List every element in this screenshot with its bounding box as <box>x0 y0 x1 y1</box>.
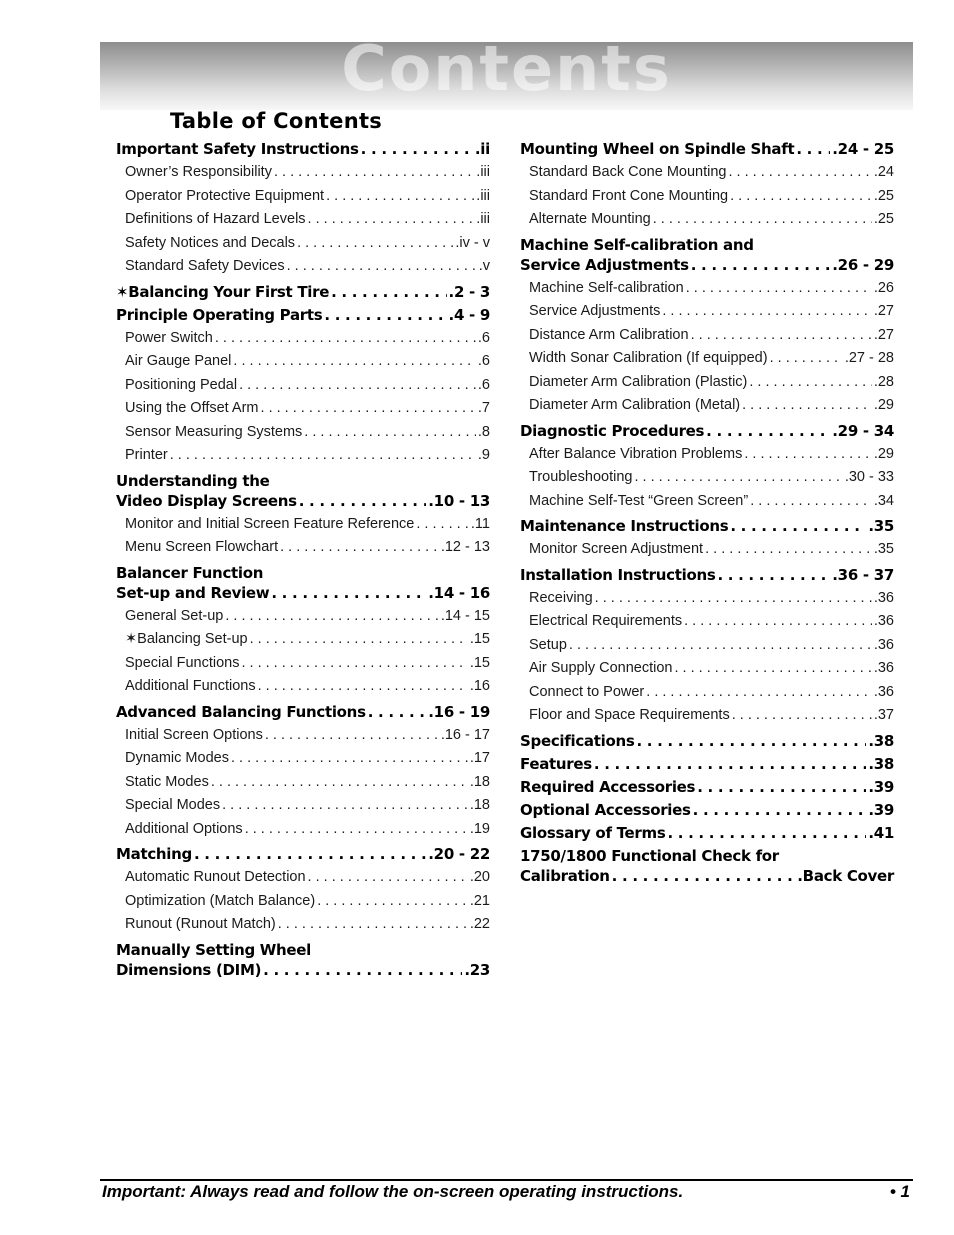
toc-subentry[interactable] <box>116 232 490 256</box>
dot-leader <box>245 818 468 842</box>
dot-leader <box>742 394 872 418</box>
toc-section-entry[interactable] <box>520 731 894 751</box>
toc-section-entry[interactable] <box>116 960 490 980</box>
dot-leader <box>368 702 427 722</box>
toc-subentry[interactable] <box>116 628 490 652</box>
toc-section-entry[interactable] <box>116 702 490 722</box>
toc-section-entry[interactable] <box>116 583 490 603</box>
dot-leader <box>287 255 477 279</box>
toc-subentry-title: Optimization (Match Balance) <box>125 892 316 909</box>
toc-page-ref: .39 <box>868 800 894 819</box>
toc-subentry[interactable] <box>520 587 894 611</box>
dot-leader <box>233 350 476 374</box>
dot-leader <box>732 704 872 728</box>
toc-section-entry[interactable] <box>520 823 894 843</box>
toc-subentry[interactable] <box>116 747 490 771</box>
toc-subentry-title: Additional Options <box>125 820 243 837</box>
toc-subentry-title: Printer <box>125 447 168 463</box>
toc-section-entry[interactable] <box>520 421 894 441</box>
toc-subentry[interactable] <box>520 208 894 232</box>
toc-section-entry[interactable] <box>520 866 894 886</box>
toc-subentry[interactable] <box>520 634 894 658</box>
toc-section-title: ✶Balancing Your First Tire <box>116 282 330 301</box>
toc-subentry-title: Width Sonar Calibration (If equipped) <box>529 350 768 366</box>
toc-subentry-title: Receiving <box>529 589 593 606</box>
toc-page-ref: .18 <box>469 773 490 790</box>
toc-page-ref: .36 <box>873 683 894 700</box>
toc-subentry-title: Using the Offset Arm <box>125 400 259 416</box>
toc-subentry-list <box>520 161 894 232</box>
toc-subentry-title: Troubleshooting <box>529 469 633 485</box>
toc-page-ref: .28 <box>873 373 894 390</box>
dot-leader <box>304 421 476 445</box>
toc-subentry-title: Menu Screen Flowchart <box>125 539 279 555</box>
toc-subentry[interactable] <box>116 771 490 795</box>
toc-page-ref: .6 <box>477 329 490 346</box>
dot-leader <box>280 536 439 560</box>
toc-subentry-title: ✶Balancing Set-up <box>125 631 248 647</box>
toc-subentry[interactable] <box>116 350 490 374</box>
dot-leader <box>595 587 872 611</box>
dot-leader <box>299 491 427 511</box>
toc-page-ref: .2 - 3 <box>448 282 490 301</box>
toc-subentry-list <box>116 327 490 468</box>
dot-leader <box>308 208 475 232</box>
toc-subentry-title: Runout (Runout Match) <box>125 916 276 932</box>
toc-page-ref: .27 <box>873 326 894 343</box>
dot-leader <box>697 777 866 797</box>
dot-leader <box>326 185 474 209</box>
toc-subentry[interactable] <box>520 704 894 728</box>
dot-leader <box>674 657 871 681</box>
toc-subentry[interactable] <box>116 374 490 398</box>
toc-page-ref: .36 <box>873 660 894 676</box>
toc-subentry[interactable] <box>520 161 894 185</box>
toc-page-ref: .6 <box>477 376 490 393</box>
dot-leader <box>612 866 796 886</box>
toc-subentry-list <box>520 443 894 514</box>
dot-leader <box>693 800 867 820</box>
toc-subentry-title: Sensor Measuring Systems <box>125 423 303 440</box>
toc-subentry[interactable] <box>116 208 490 232</box>
toc-subentry-list <box>520 277 894 418</box>
dot-leader <box>684 610 872 634</box>
toc-subentry[interactable] <box>116 421 490 445</box>
toc-subentry[interactable] <box>520 466 894 490</box>
toc-column-right <box>520 139 894 886</box>
toc-section-entry[interactable] <box>520 255 894 275</box>
toc-page-ref: .19 <box>469 820 490 837</box>
toc-section-title: Specifications <box>520 731 635 750</box>
dot-leader <box>271 583 426 603</box>
toc-page-ref: .41 <box>868 823 894 842</box>
toc-subentry[interactable] <box>520 681 894 705</box>
toc-page-ref: .17 <box>469 750 490 766</box>
toc-page-ref: .20 <box>469 869 490 885</box>
toc-subentry-title: Initial Screen Options <box>125 726 263 743</box>
dot-leader <box>667 823 866 843</box>
toc-section-title: Diagnostic Procedures <box>520 421 705 440</box>
toc-section-title: Required Accessories <box>520 777 696 796</box>
toc-subentry[interactable] <box>520 277 894 301</box>
dot-leader <box>225 605 438 629</box>
dot-leader <box>308 866 468 890</box>
contents-banner <box>100 42 913 110</box>
toc-subentry-title: Additional Functions <box>125 678 256 694</box>
toc-page-ref: .26 - 29 <box>832 255 894 274</box>
toc-page-ref: .29 <box>873 397 894 413</box>
dot-leader <box>331 282 446 302</box>
toc-page-ref: .35 <box>873 541 894 557</box>
dot-leader <box>796 139 830 159</box>
toc-page-ref: .iii <box>476 211 490 227</box>
toc-subentry[interactable] <box>520 324 894 348</box>
toc-page-ref: .39 <box>868 777 894 796</box>
toc-section-entry[interactable] <box>116 844 490 864</box>
toc-subentry[interactable] <box>116 161 490 185</box>
toc-page-ref: .36 <box>873 636 894 653</box>
toc-subentry-title: Dynamic Modes <box>125 750 229 766</box>
dot-leader <box>361 139 473 159</box>
dot-leader <box>278 913 468 937</box>
toc-page-ref: .24 - 25 <box>832 140 894 158</box>
dot-leader <box>265 724 439 748</box>
toc-subentry-title: Air Supply Connection <box>529 660 673 676</box>
toc-page-ref: .18 <box>469 797 490 813</box>
dot-leader <box>749 371 871 395</box>
toc-subentry-title: Power Switch <box>125 329 213 346</box>
toc-page-ref: .21 <box>469 892 490 909</box>
toc-section-title-line[interactable]: Machine Self-calibration and <box>520 235 754 254</box>
toc-subentry[interactable] <box>520 371 894 395</box>
dot-leader <box>729 161 872 185</box>
dot-leader <box>215 327 476 351</box>
toc-page-ref: .14 - 16 <box>428 583 490 602</box>
toc-page-ref: .27 - 28 <box>844 350 894 366</box>
toc-page-ref: .25 <box>873 187 894 204</box>
toc-page-ref: .6 <box>477 353 490 369</box>
toc-page-ref: .29 <box>873 445 894 462</box>
toc-section-entry[interactable] <box>116 305 490 325</box>
toc-subentry-title: Operator Protective Equipment <box>125 187 325 204</box>
toc-section-title-line[interactable]: Manually Setting Wheel <box>116 940 312 959</box>
dot-leader <box>263 960 462 980</box>
toc-section-title: Matching <box>116 845 192 863</box>
toc-page-ref: .8 <box>477 423 490 440</box>
toc-subentry-title: Electrical Requirements <box>529 613 683 629</box>
toc-section-entry[interactable] <box>116 139 490 159</box>
toc-subentry[interactable] <box>116 818 490 842</box>
dot-leader <box>686 277 872 301</box>
toc-subentry[interactable] <box>520 394 894 418</box>
toc-page-ref: .26 <box>873 279 894 296</box>
toc-page-ref: .10 - 13 <box>428 491 490 510</box>
toc-page-ref: .38 <box>868 731 894 750</box>
toc-subentry-title: Machine Self-calibration <box>529 279 684 296</box>
toc-subentry-title: Positioning Pedal <box>125 376 238 393</box>
toc-section-title: Principle Operating Parts <box>116 305 323 324</box>
toc-subentry[interactable] <box>116 724 490 748</box>
toc-subentry[interactable] <box>116 675 490 699</box>
dot-leader <box>594 754 866 774</box>
dot-leader <box>569 634 872 658</box>
toc-section-entry[interactable] <box>116 491 490 511</box>
toc-subentry-title: Setup <box>529 636 567 653</box>
dot-leader <box>258 675 468 699</box>
toc-subentry-list <box>116 161 490 279</box>
toc-subentry-title: Service Adjustments <box>529 303 661 319</box>
toc-page-ref: .iii <box>476 187 490 204</box>
toc-subentry[interactable] <box>116 444 490 468</box>
toc-page-ref: .16 - 19 <box>428 702 490 721</box>
toc-section-title: Maintenance Instructions <box>520 517 729 535</box>
footer-rule <box>100 1179 913 1181</box>
toc-page-ref: .35 <box>868 517 894 535</box>
toc-section-entry[interactable] <box>520 565 894 585</box>
dot-leader <box>324 305 446 325</box>
toc-subentry[interactable] <box>116 794 490 818</box>
dot-leader <box>662 300 871 324</box>
toc-subentry-title: Safety Notices and Decals <box>125 234 296 251</box>
dot-leader <box>646 681 872 705</box>
toc-section-title: Important Safety Instructions <box>116 140 359 158</box>
toc-page-ref: .9 <box>477 447 490 463</box>
toc-page-ref: .iii <box>476 164 490 180</box>
dot-leader <box>416 513 469 537</box>
toc-subentry[interactable] <box>116 866 490 890</box>
dot-leader <box>750 490 872 514</box>
toc-page-ref: .16 - 17 <box>440 726 490 743</box>
toc-page-ref: .Back Cover <box>797 866 894 885</box>
toc-page-ref: .16 <box>469 678 490 694</box>
toc-page-ref: .4 - 9 <box>448 305 490 324</box>
dot-leader <box>317 890 468 914</box>
dot-leader <box>211 771 468 795</box>
toc-section-title: Glossary of Terms <box>520 823 666 842</box>
toc-column-left <box>116 139 490 980</box>
toc-page-ref: .24 <box>873 164 894 180</box>
toc-subentry[interactable] <box>520 490 894 514</box>
dot-leader <box>231 747 468 771</box>
toc-page-ref: .11 <box>470 515 490 532</box>
toc-section-entry[interactable] <box>116 282 490 302</box>
toc-section-title-line[interactable]: Understanding the <box>116 471 270 490</box>
toc-subentry[interactable] <box>520 538 894 562</box>
dot-leader <box>717 565 830 585</box>
dot-leader <box>297 232 453 256</box>
toc-subentry-list <box>116 724 490 842</box>
toc-page-ref: .38 <box>868 754 894 773</box>
toc-subentry[interactable] <box>116 255 490 279</box>
toc-page-ref: .25 <box>873 211 894 227</box>
toc-subentry-title: Standard Back Cone Mounting <box>529 164 727 180</box>
toc-section-title: Set-up and Review <box>116 583 270 602</box>
toc-page-ref: .v <box>478 258 490 274</box>
toc-subentry[interactable] <box>116 536 490 560</box>
toc-subentry-title: Automatic Runout Detection <box>125 869 306 885</box>
toc-subentry-title: After Balance Vibration Problems <box>529 445 743 462</box>
toc-subentry[interactable] <box>116 913 490 937</box>
toc-subentry-title: Standard Front Cone Mounting <box>529 187 729 204</box>
toc-section-title: Calibration <box>520 866 610 885</box>
toc-subentry-title: Distance Arm Calibration <box>529 326 689 343</box>
dot-leader <box>691 255 831 275</box>
toc-subentry-title: Special Modes <box>125 797 221 813</box>
toc-section-title: Installation Instructions <box>520 565 716 584</box>
banner-title: Contents <box>341 42 672 105</box>
toc-page-ref: .ii <box>474 140 490 158</box>
dot-leader <box>250 628 468 652</box>
toc-page-ref: .36 <box>873 613 894 629</box>
toc-subentry-title: Diameter Arm Calibration (Plastic) <box>529 373 748 390</box>
toc-subentry[interactable] <box>116 397 490 421</box>
toc-subentry[interactable] <box>116 605 490 629</box>
dot-leader <box>241 652 467 676</box>
toc-page-ref: .20 - 22 <box>428 845 490 863</box>
toc-subentry-title: Standard Safety Devices <box>125 258 285 274</box>
toc-page-ref: .22 <box>469 916 490 932</box>
toc-page-ref: .14 - 15 <box>440 607 490 624</box>
toc-page-ref: .37 <box>873 707 894 723</box>
dot-leader <box>705 538 872 562</box>
toc-page-ref: .15 <box>469 631 490 647</box>
toc-subentry-list <box>116 513 490 560</box>
dot-leader <box>706 421 830 441</box>
dot-leader <box>636 731 866 751</box>
dot-leader <box>274 161 474 185</box>
toc-subentry[interactable] <box>116 513 490 537</box>
toc-page-ref: .7 <box>477 400 490 416</box>
toc-section-entry[interactable] <box>520 777 894 797</box>
toc-subentry[interactable] <box>116 327 490 351</box>
toc-subentry[interactable] <box>520 610 894 634</box>
dot-leader <box>222 794 468 818</box>
dot-leader <box>261 397 476 421</box>
page-number: • 1 <box>889 1182 910 1201</box>
toc-subentry-title: Floor and Space Requirements <box>529 707 730 723</box>
toc-subentry-list <box>116 605 490 699</box>
toc-subentry-title: Machine Self-Test “Green Screen” <box>529 492 749 509</box>
toc-subentry[interactable] <box>520 185 894 209</box>
toc-section-title: Video Display Screens <box>116 491 297 510</box>
dot-leader <box>634 466 842 490</box>
toc-subentry-list <box>116 866 490 937</box>
toc-page-ref: .30 - 33 <box>844 469 894 485</box>
dot-leader <box>730 516 866 536</box>
toc-subentry-title: Monitor Screen Adjustment <box>529 541 704 557</box>
dot-leader <box>653 208 872 232</box>
toc-page-ref: .23 <box>464 960 490 979</box>
toc-subentry[interactable] <box>520 347 894 371</box>
toc-subentry-list <box>520 538 894 562</box>
toc-subentry[interactable] <box>520 443 894 467</box>
dot-leader <box>691 324 872 348</box>
toc-page-ref: .12 - 13 <box>440 539 490 555</box>
toc-section-entry[interactable] <box>520 800 894 820</box>
dot-leader <box>239 374 476 398</box>
toc-subentry-title: Monitor and Initial Screen Feature Reference <box>125 515 415 532</box>
toc-heading: Table of Contents <box>170 109 383 133</box>
page-footer <box>102 1182 910 1202</box>
toc-section-title: Advanced Balancing Functions <box>116 702 366 721</box>
toc-page-ref: .27 <box>873 303 894 319</box>
toc-subentry-title: Alternate Mounting <box>529 211 651 227</box>
toc-subentry-title: Owner’s Responsibility <box>125 164 272 180</box>
toc-page-ref: .iv - v <box>455 234 490 251</box>
toc-page-ref: .36 - 37 <box>832 565 894 584</box>
dot-leader <box>770 347 843 371</box>
toc-section-title: Service Adjustments <box>520 255 689 274</box>
toc-subentry[interactable] <box>116 890 490 914</box>
dot-leader <box>730 185 872 209</box>
dot-leader <box>744 443 872 467</box>
toc-subentry-title: Air Gauge Panel <box>125 353 232 369</box>
toc-page-ref: .15 <box>469 654 490 671</box>
toc-section-entry[interactable] <box>520 516 894 536</box>
toc-subentry-title: Static Modes <box>125 773 209 790</box>
footer-note: Important: Always read and follow the on-screen operating instructions. <box>102 1182 684 1201</box>
toc-section-title: Mounting Wheel on Spindle Shaft <box>520 140 795 158</box>
toc-subentry-list <box>520 587 894 728</box>
toc-page-ref: .36 <box>873 589 894 606</box>
dot-leader <box>170 444 476 468</box>
toc-section-title-line[interactable]: Balancer Function <box>116 563 264 582</box>
toc-subentry-title: General Set-up <box>125 607 224 624</box>
toc-page-ref: .34 <box>873 492 894 509</box>
toc-subentry[interactable] <box>520 300 894 324</box>
toc-page-ref: .29 - 34 <box>832 421 894 440</box>
toc-section-title: Optional Accessories <box>520 800 691 819</box>
toc-subentry-title: Special Functions <box>125 654 240 671</box>
toc-subentry-title: Connect to Power <box>529 683 645 700</box>
toc-subentry-title: Diameter Arm Calibration (Metal) <box>529 397 741 413</box>
toc-subentry[interactable] <box>116 652 490 676</box>
dot-leader <box>194 844 426 864</box>
toc-section-entry[interactable] <box>520 139 894 159</box>
toc-section-title: Dimensions (DIM) <box>116 960 262 979</box>
toc-section-title: Features <box>520 754 592 773</box>
toc-subentry[interactable] <box>520 657 894 681</box>
toc-subentry-title: Definitions of Hazard Levels <box>125 211 306 227</box>
toc-subentry[interactable] <box>116 185 490 209</box>
toc-section-entry[interactable] <box>520 754 894 774</box>
toc-section-title-line[interactable]: 1750/1800 Functional Check for <box>520 846 779 865</box>
